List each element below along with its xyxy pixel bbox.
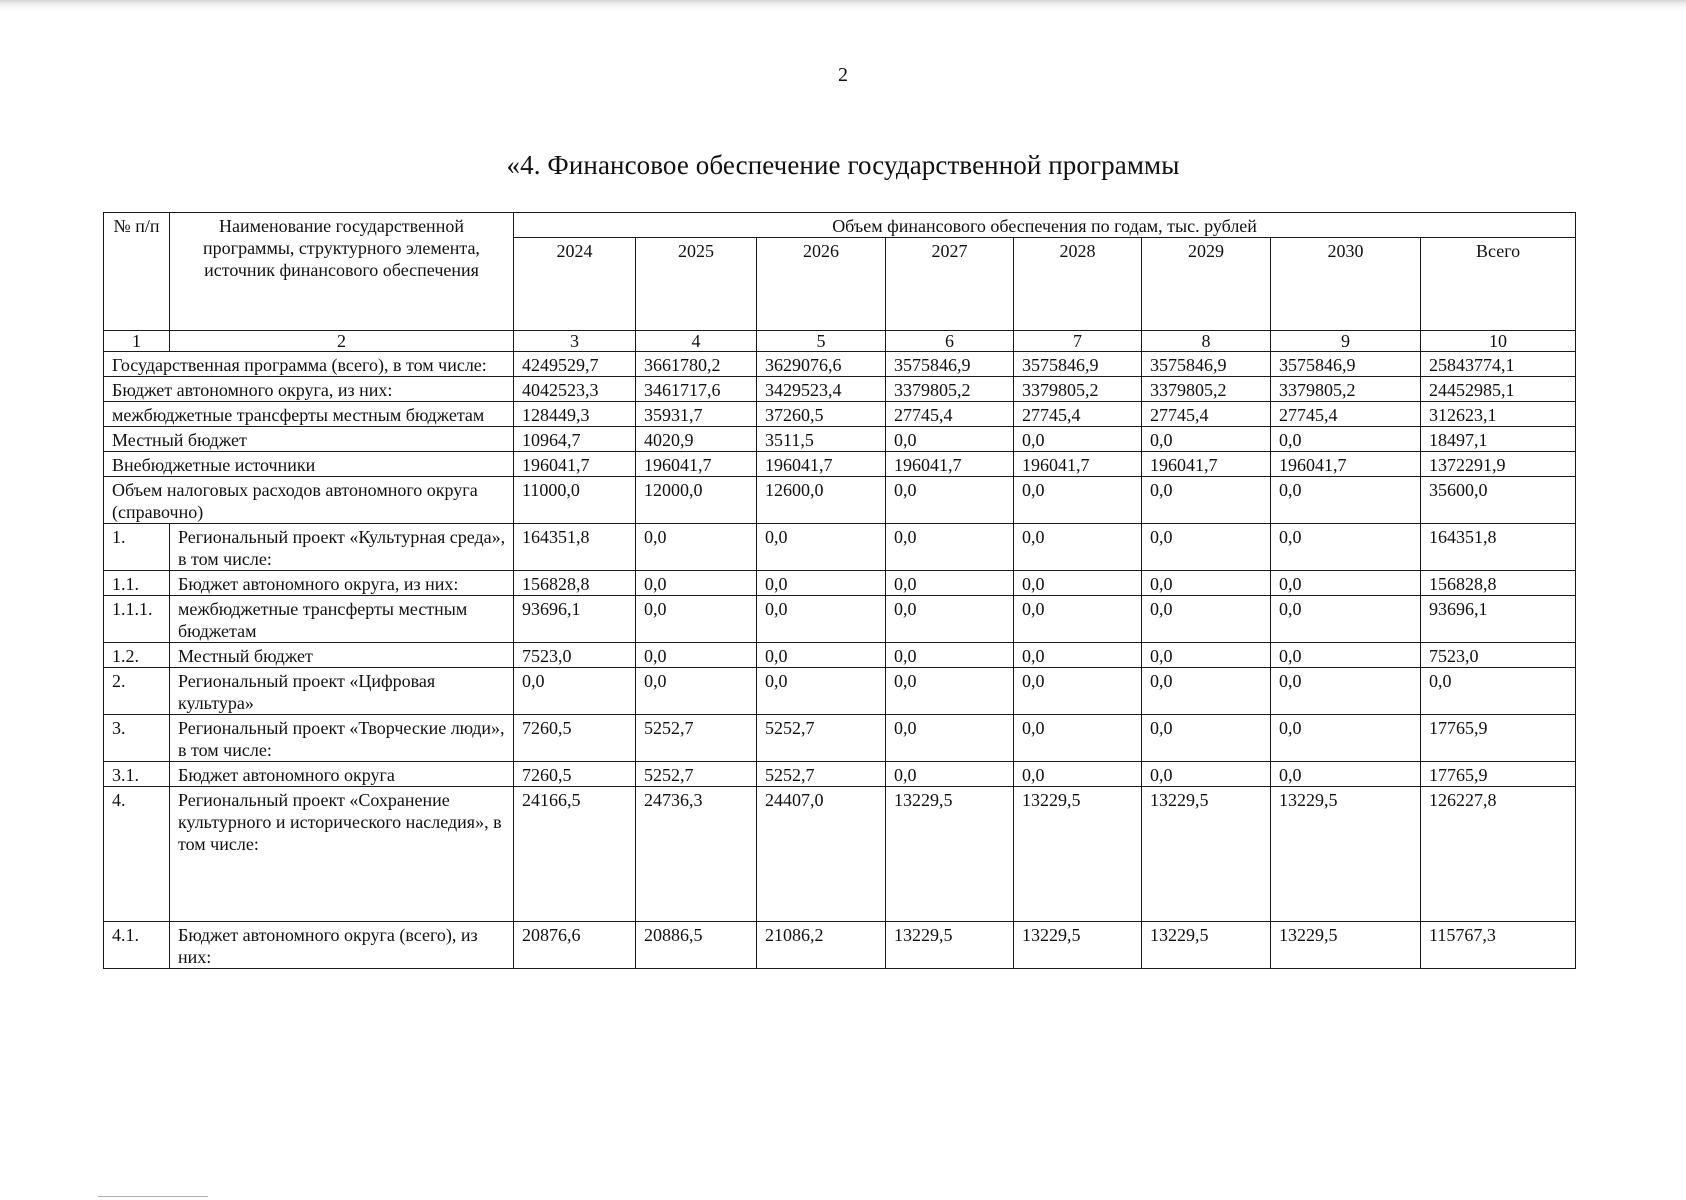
row-year-value: 0,0 <box>1142 643 1271 668</box>
row-year-value: 0,0 <box>1142 524 1271 571</box>
row-name: Бюджет автономного округа, из них: <box>170 571 514 596</box>
row-year-value: 0,0 <box>1014 477 1142 524</box>
header-total: Всего <box>1421 238 1576 331</box>
row-year-value: 13229,5 <box>1271 787 1421 922</box>
row-year-value: 0,0 <box>1014 643 1142 668</box>
row-name: Внебюджетные источники <box>104 452 514 477</box>
row-year-value: 13229,5 <box>1142 922 1271 969</box>
row-total-value: 164351,8 <box>1421 524 1576 571</box>
row-year-value: 128449,3 <box>514 402 636 427</box>
row-year-value: 0,0 <box>1271 762 1421 787</box>
row-year-value: 0,0 <box>1142 571 1271 596</box>
row-year-value: 0,0 <box>1271 571 1421 596</box>
table-row <box>104 715 1576 762</box>
row-year-value: 3575846,9 <box>1142 352 1271 377</box>
row-year-value: 5252,7 <box>757 762 886 787</box>
row-year-value: 27745,4 <box>1142 402 1271 427</box>
row-year-value: 24407,0 <box>757 787 886 922</box>
row-year-value: 37260,5 <box>757 402 886 427</box>
row-year-value: 5252,7 <box>757 715 886 762</box>
row-year-value: 0,0 <box>1142 715 1271 762</box>
row-year-value: 196041,7 <box>757 452 886 477</box>
row-year-value: 3429523,4 <box>757 377 886 402</box>
row-name: Бюджет автономного округа <box>170 762 514 787</box>
row-name: Местный бюджет <box>170 643 514 668</box>
row-year-value: 0,0 <box>886 715 1014 762</box>
row-year-value: 0,0 <box>1142 477 1271 524</box>
row-year-value: 4249529,7 <box>514 352 636 377</box>
column-number: 3 <box>514 331 636 352</box>
row-year-value: 35931,7 <box>636 402 757 427</box>
table-row <box>104 571 1576 596</box>
row-year-value: 0,0 <box>886 524 1014 571</box>
row-year-value: 7260,5 <box>514 762 636 787</box>
row-year-value: 0,0 <box>886 571 1014 596</box>
row-year-value: 13229,5 <box>1014 787 1142 922</box>
column-number: 2 <box>170 331 514 352</box>
header-year: 2025 <box>636 238 757 331</box>
row-code: 1.2. <box>104 643 170 668</box>
column-number: 10 <box>1421 331 1576 352</box>
header-year: 2029 <box>1142 238 1271 331</box>
row-total-value: 156828,8 <box>1421 571 1576 596</box>
row-year-value: 196041,7 <box>636 452 757 477</box>
row-year-value: 7523,0 <box>514 643 636 668</box>
table-row <box>104 787 1576 922</box>
row-year-value: 0,0 <box>636 668 757 715</box>
column-number: 1 <box>104 331 170 352</box>
row-year-value: 0,0 <box>1014 715 1142 762</box>
row-year-value: 0,0 <box>1142 427 1271 452</box>
row-year-value: 0,0 <box>886 596 1014 643</box>
page-number: 2 <box>838 64 848 86</box>
row-code: 4.1. <box>104 922 170 969</box>
column-number: 4 <box>636 331 757 352</box>
row-name: межбюджетные трансферты местным бюджетам <box>104 402 514 427</box>
row-year-value: 10964,7 <box>514 427 636 452</box>
row-year-value: 13229,5 <box>1014 922 1142 969</box>
column-number: 6 <box>886 331 1014 352</box>
row-year-value: 0,0 <box>1271 643 1421 668</box>
row-year-value: 13229,5 <box>1142 787 1271 922</box>
table-row <box>104 452 1576 477</box>
row-year-value: 3379805,2 <box>886 377 1014 402</box>
header-year: 2024 <box>514 238 636 331</box>
row-code: 4. <box>104 787 170 922</box>
row-year-value: 12600,0 <box>757 477 886 524</box>
row-year-value: 0,0 <box>1014 668 1142 715</box>
row-name: Бюджет автономного округа, из них: <box>104 377 514 402</box>
column-number: 5 <box>757 331 886 352</box>
table-row <box>104 377 1576 402</box>
row-total-value: 126227,8 <box>1421 787 1576 922</box>
row-name: межбюджетные трансферты местным бюджетам <box>170 596 514 643</box>
row-year-value: 0,0 <box>636 524 757 571</box>
row-year-value: 0,0 <box>1014 524 1142 571</box>
row-year-value: 27745,4 <box>1271 402 1421 427</box>
row-total-value: 115767,3 <box>1421 922 1576 969</box>
row-total-value: 17765,9 <box>1421 762 1576 787</box>
row-name: Региональный проект «Культурная среда», в том числе: <box>170 524 514 571</box>
row-total-value: 312623,1 <box>1421 402 1576 427</box>
row-year-value: 0,0 <box>1271 477 1421 524</box>
column-number: 7 <box>1014 331 1142 352</box>
table-row <box>104 352 1576 377</box>
row-year-value: 0,0 <box>1014 596 1142 643</box>
row-year-value: 196041,7 <box>1142 452 1271 477</box>
row-code: 2. <box>104 668 170 715</box>
row-total-value: 25843774,1 <box>1421 352 1576 377</box>
table-row <box>104 524 1576 571</box>
row-total-value: 35600,0 <box>1421 477 1576 524</box>
row-year-value: 20886,5 <box>636 922 757 969</box>
row-year-value: 4020,9 <box>636 427 757 452</box>
row-year-value: 0,0 <box>757 571 886 596</box>
row-name: Местный бюджет <box>104 427 514 452</box>
row-year-value: 164351,8 <box>514 524 636 571</box>
row-year-value: 196041,7 <box>886 452 1014 477</box>
row-year-value: 0,0 <box>636 571 757 596</box>
row-total-value: 7523,0 <box>1421 643 1576 668</box>
row-year-value: 0,0 <box>636 596 757 643</box>
row-year-value: 0,0 <box>1142 668 1271 715</box>
table-row <box>104 427 1576 452</box>
row-year-value: 0,0 <box>1014 571 1142 596</box>
row-total-value: 1372291,9 <box>1421 452 1576 477</box>
row-year-value: 13229,5 <box>886 922 1014 969</box>
row-year-value: 13229,5 <box>886 787 1014 922</box>
row-year-value: 0,0 <box>1271 524 1421 571</box>
table-row <box>104 596 1576 643</box>
column-numbers-row <box>104 331 1576 352</box>
header-volume: Объем финансового обеспечения по годам, тыс. рублей <box>514 213 1576 238</box>
row-year-value: 0,0 <box>886 762 1014 787</box>
row-year-value: 0,0 <box>757 668 886 715</box>
row-year-value: 156828,8 <box>514 571 636 596</box>
row-year-value: 0,0 <box>1271 715 1421 762</box>
scan-edge-shadow <box>0 0 1686 12</box>
row-year-value: 11000,0 <box>514 477 636 524</box>
row-total-value: 93696,1 <box>1421 596 1576 643</box>
row-year-value: 4042523,3 <box>514 377 636 402</box>
row-code: 3.1. <box>104 762 170 787</box>
row-year-value: 27745,4 <box>886 402 1014 427</box>
row-year-value: 93696,1 <box>514 596 636 643</box>
row-year-value: 13229,5 <box>1271 922 1421 969</box>
column-number: 9 <box>1271 331 1421 352</box>
row-code: 1.1. <box>104 571 170 596</box>
row-year-value: 0,0 <box>757 596 886 643</box>
row-year-value: 0,0 <box>1271 668 1421 715</box>
header-no: № п/п <box>104 213 170 331</box>
row-year-value: 0,0 <box>514 668 636 715</box>
row-year-value: 3575846,9 <box>886 352 1014 377</box>
row-year-value: 0,0 <box>1142 762 1271 787</box>
row-name: Бюджет автономного округа (всего), из них: <box>170 922 514 969</box>
row-year-value: 12000,0 <box>636 477 757 524</box>
row-year-value: 3461717,6 <box>636 377 757 402</box>
row-year-value: 0,0 <box>886 477 1014 524</box>
row-year-value: 27745,4 <box>1014 402 1142 427</box>
row-name: Объем налоговых расходов автономного округа (справочно) <box>104 477 514 524</box>
header-year: 2028 <box>1014 238 1142 331</box>
table-row <box>104 643 1576 668</box>
row-year-value: 5252,7 <box>636 762 757 787</box>
row-code: 1.1.1. <box>104 596 170 643</box>
row-year-value: 196041,7 <box>514 452 636 477</box>
table-row <box>104 762 1576 787</box>
scan-artifact <box>98 1196 208 1197</box>
row-name: Государственная программа (всего), в том числе: <box>104 352 514 377</box>
row-year-value: 24736,3 <box>636 787 757 922</box>
row-year-value: 3379805,2 <box>1271 377 1421 402</box>
row-name: Региональный проект «Цифровая культура» <box>170 668 514 715</box>
row-year-value: 3629076,6 <box>757 352 886 377</box>
row-year-value: 0,0 <box>757 524 886 571</box>
row-year-value: 0,0 <box>1014 762 1142 787</box>
row-code: 3. <box>104 715 170 762</box>
row-year-value: 0,0 <box>757 643 886 668</box>
row-year-value: 0,0 <box>1271 596 1421 643</box>
column-number: 8 <box>1142 331 1271 352</box>
row-year-value: 20876,6 <box>514 922 636 969</box>
row-year-value: 196041,7 <box>1271 452 1421 477</box>
header-year: 2026 <box>757 238 886 331</box>
document-title: «4. Финансовое обеспечение государственной программы <box>506 150 1180 180</box>
row-year-value: 0,0 <box>1271 427 1421 452</box>
row-total-value: 24452985,1 <box>1421 377 1576 402</box>
row-code: 1. <box>104 524 170 571</box>
table-row <box>104 668 1576 715</box>
row-year-value: 21086,2 <box>757 922 886 969</box>
table-row <box>104 922 1576 969</box>
row-name: Региональный проект «Сохранение культурного и исторического наследия», в том числе: <box>170 787 514 922</box>
row-year-value: 3661780,2 <box>636 352 757 377</box>
row-year-value: 0,0 <box>636 643 757 668</box>
row-name: Региональный проект «Творческие люди», в том числе: <box>170 715 514 762</box>
row-total-value: 18497,1 <box>1421 427 1576 452</box>
financing-table <box>103 212 1576 969</box>
table-row <box>104 402 1576 427</box>
row-year-value: 24166,5 <box>514 787 636 922</box>
row-year-value: 7260,5 <box>514 715 636 762</box>
table-row <box>104 477 1576 524</box>
row-year-value: 3575846,9 <box>1014 352 1142 377</box>
header-name: Наименование государственной программы, структурного элемента, источник финансового обеспечения <box>170 213 514 331</box>
row-year-value: 3379805,2 <box>1142 377 1271 402</box>
row-year-value: 196041,7 <box>1014 452 1142 477</box>
row-total-value: 17765,9 <box>1421 715 1576 762</box>
row-year-value: 0,0 <box>1014 427 1142 452</box>
header-year: 2027 <box>886 238 1014 331</box>
row-year-value: 3511,5 <box>757 427 886 452</box>
row-year-value: 0,0 <box>1142 596 1271 643</box>
row-year-value: 5252,7 <box>636 715 757 762</box>
row-year-value: 0,0 <box>886 668 1014 715</box>
row-total-value: 0,0 <box>1421 668 1576 715</box>
header-year: 2030 <box>1271 238 1421 331</box>
row-year-value: 0,0 <box>886 427 1014 452</box>
row-year-value: 3575846,9 <box>1271 352 1421 377</box>
row-year-value: 0,0 <box>886 643 1014 668</box>
row-year-value: 3379805,2 <box>1014 377 1142 402</box>
